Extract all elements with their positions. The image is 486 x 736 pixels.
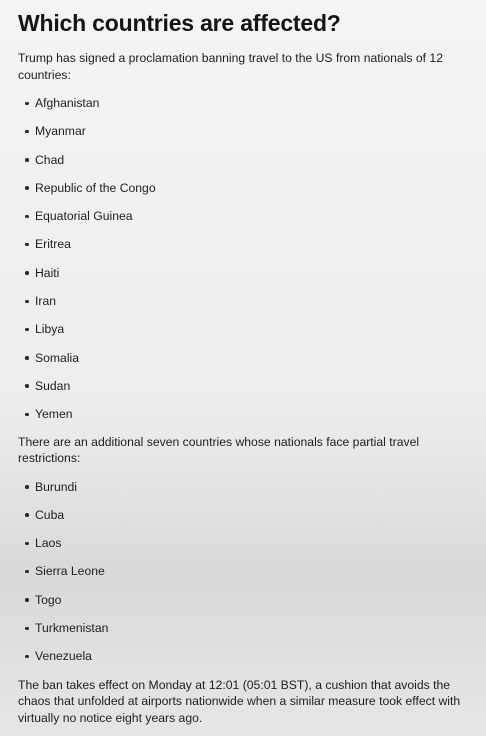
country-name: Republic of the Congo bbox=[35, 180, 156, 195]
full-ban-country-list bbox=[18, 89, 472, 429]
bullet-icon bbox=[25, 102, 29, 106]
list-item bbox=[18, 230, 472, 258]
list-item bbox=[18, 529, 472, 557]
list-item bbox=[18, 89, 472, 117]
country-name: Libya bbox=[35, 322, 65, 337]
list-item bbox=[18, 174, 472, 202]
country-name: Somalia bbox=[35, 350, 80, 365]
list-item bbox=[18, 146, 472, 174]
country-name: Myanmar bbox=[35, 124, 86, 139]
country-name: Burundi bbox=[35, 479, 78, 494]
country-name: Iran bbox=[35, 294, 57, 309]
partial-restriction-country-list bbox=[18, 473, 472, 671]
list-item bbox=[18, 586, 472, 614]
list-item bbox=[18, 117, 472, 145]
list-item bbox=[18, 557, 472, 585]
list-item bbox=[18, 202, 472, 230]
country-name: Turkmenistan bbox=[35, 621, 109, 636]
bullet-icon bbox=[25, 384, 29, 388]
list-item bbox=[18, 344, 472, 372]
bullet-icon bbox=[25, 328, 29, 332]
country-name: Venezuela bbox=[35, 649, 92, 664]
bullet-icon bbox=[25, 130, 29, 134]
list-item bbox=[18, 259, 472, 287]
bullet-icon bbox=[25, 655, 29, 659]
bullet-icon bbox=[25, 413, 29, 417]
article-headline: Which countries are affected? bbox=[18, 10, 341, 36]
country-name: Chad bbox=[35, 152, 65, 167]
list-item bbox=[18, 372, 472, 400]
country-name: Haiti bbox=[35, 265, 60, 280]
bullet-icon bbox=[25, 542, 29, 546]
bullet-icon bbox=[25, 215, 29, 219]
country-name: Laos bbox=[35, 536, 62, 551]
list-item bbox=[18, 315, 472, 343]
partial-intro-paragraph: There are an additional seven countries whose nationals face partial travel restrictions: bbox=[18, 434, 420, 466]
bullet-icon bbox=[25, 300, 29, 304]
bullet-icon bbox=[25, 485, 29, 489]
list-item bbox=[18, 501, 472, 529]
country-name: Afghanistan bbox=[35, 96, 100, 110]
list-item bbox=[18, 642, 472, 670]
country-name: Eritrea bbox=[35, 237, 71, 252]
bullet-icon bbox=[25, 186, 29, 190]
closing-paragraph: The ban takes effect on Monday at 12:01 (05:01 BST), a cushion that avoids the chaos that unfolded at airports nationwide when a similar measure took effect with virtually no notice eight years ago. bbox=[18, 677, 461, 725]
bullet-icon bbox=[25, 598, 29, 602]
bullet-icon bbox=[25, 627, 29, 631]
list-item bbox=[18, 400, 472, 428]
country-name: Equatorial Guinea bbox=[35, 209, 133, 224]
bullet-icon bbox=[25, 271, 29, 275]
list-item bbox=[18, 473, 472, 501]
country-name: Yemen bbox=[35, 407, 73, 422]
bullet-icon bbox=[25, 570, 29, 574]
country-name: Togo bbox=[35, 592, 62, 607]
country-name: Cuba bbox=[35, 507, 65, 522]
bullet-icon bbox=[25, 158, 29, 162]
bullet-icon bbox=[25, 356, 29, 360]
bullet-icon bbox=[25, 513, 29, 517]
country-name: Sudan bbox=[35, 378, 71, 393]
bullet-icon bbox=[25, 243, 29, 247]
country-name: Sierra Leone bbox=[35, 564, 105, 579]
list-item bbox=[18, 614, 472, 642]
intro-paragraph: Trump has signed a proclamation banning travel to the US from nationals of 12 countries: bbox=[18, 51, 443, 82]
list-item bbox=[18, 287, 472, 315]
